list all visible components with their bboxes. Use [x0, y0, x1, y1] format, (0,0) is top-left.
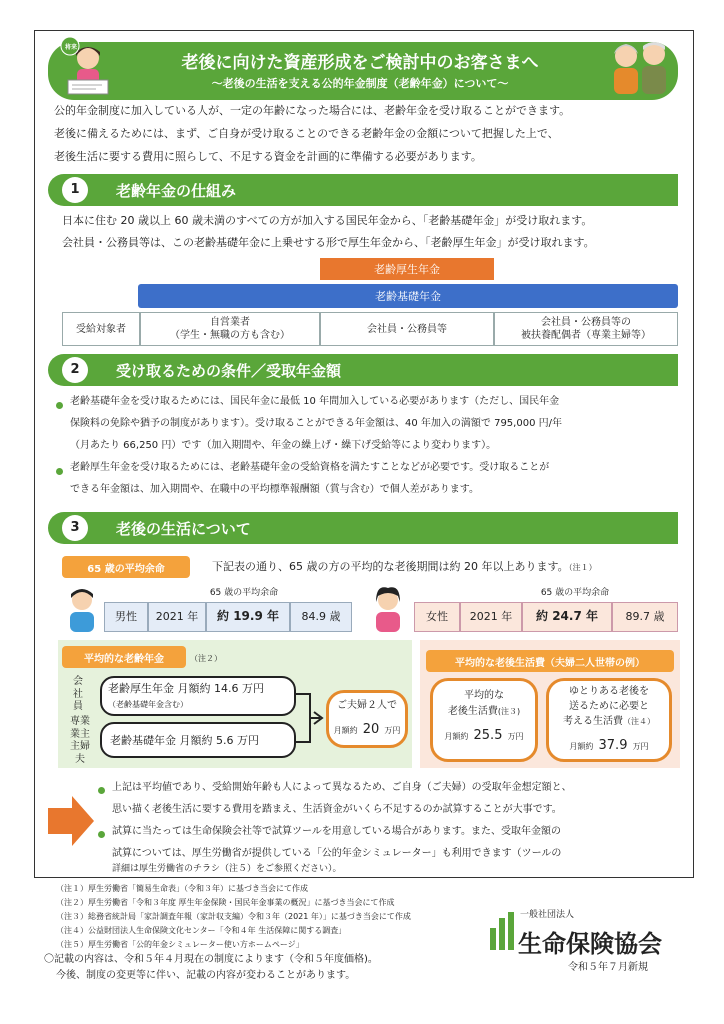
bullet-dot — [98, 787, 105, 794]
recipient-header-cell: 受給対象者 — [62, 312, 140, 346]
issue-date: 令和５年７月新規 — [568, 962, 648, 973]
average-living-amount: 月額約 25.5 万円 — [444, 728, 524, 743]
female-year-cell: 2021 年 — [460, 602, 522, 632]
future-badge: 将来 — [64, 44, 77, 51]
bullet-dot — [98, 831, 105, 838]
association-name: 生命保険協会 — [518, 930, 662, 958]
man-icon — [62, 586, 102, 634]
footnote-4: （注４）公益財団法人生命保険文化センター「令和４年 生活保障に関する調査」 — [56, 926, 347, 935]
comfortable-living-amount: 月額約 37.9 万円 — [569, 738, 649, 753]
living-cost-tag: 平均的な老後生活費（夫婦二人世帯の例） — [426, 650, 674, 672]
intro-line-2: 老後に備えるためには、まず、ご自身が受け取ることのできる老齢年金の金額について把握した上で、 — [54, 127, 559, 140]
female-table-caption: 65 歳の平均余命 — [540, 588, 610, 598]
self-employed-line-2: （学生・無職の方も含む） — [170, 330, 290, 341]
orange-arrow-icon — [48, 796, 94, 846]
female-years-cell: 約 24.7 年 — [522, 602, 612, 632]
self-employed-cell — [140, 312, 320, 346]
section-3-title: 老後の生活について — [116, 520, 251, 538]
disclaimer-line-1: 〇記載の内容は、令和５年４月現在の制度によります（令和５年度価格)。 — [44, 954, 378, 965]
section-3-bullet-2-line-1: 試算に当たっては生命保険会社等で試算ツールを用意している場合があります。また、受取年金額の — [112, 826, 561, 837]
bullet-dot — [56, 402, 63, 409]
section-3-bullet-1-line-2: 思い描く老後生活に要する費用を踏まえ、生活資金がいくら不足するのか試算することが大事です。 — [112, 804, 562, 815]
woman-icon — [368, 586, 408, 634]
life-expectancy-tag: 65 歳の平均余命 — [62, 556, 190, 578]
average-pension-tag: 平均的な老齢年金 — [62, 646, 186, 668]
male-sex-cell: 男性 — [104, 602, 148, 632]
male-year-cell: 2021 年 — [148, 602, 206, 632]
kiso-nenkin-bar: 老齢基礎年金 — [138, 284, 678, 308]
intro-line-3: 老後生活に要する費用に照らして、不足する資金を計画的に準備する必要があります。 — [54, 150, 482, 163]
bullet-dot — [56, 468, 63, 475]
pension-note: （注２） — [190, 654, 222, 663]
section-2-bullet-2-line-2: できる年金額は、加入期間や、在職中の平均標準報酬額（賞与含む）で個人差があります。 — [70, 484, 479, 495]
comfortable-living-line-2: 送るために必要と — [569, 701, 649, 712]
footnote-5: （注５）厚生労働省「公的年金シミュレーター使い方ホームページ」 — [56, 940, 304, 949]
section-2-bullet-1-line-1: 老齢基礎年金を受け取るためには、国民年金に最低 10 年間加入している必要があります（ただし、国民年金 — [70, 396, 560, 407]
disclaimer-line-2: 今後、制度の変更等に伴い、記載の内容が変わることがあります。 — [56, 970, 356, 981]
section-3-number: 3 — [62, 515, 88, 541]
dependent-spouse-line-2: 被扶養配偶者（専業主婦等） — [521, 330, 651, 341]
couple-total-title: ご夫婦２人で — [337, 700, 397, 711]
association-org-type: 一般社団法人 — [520, 910, 575, 920]
footnote-3: （注３）総務省統計局「家計調査年報（家計収支編）令和３年（2021 年）」に基づき当会にて作成 — [56, 912, 411, 921]
dependent-spouse-line-1: 会社員・公務員等の — [541, 317, 631, 328]
section-2-bullet-1-line-2: 保険料の免除や猶予の制度があります）。受け取ることができる年金額は、40 年加入の満額で 795,000 円/年 — [70, 418, 562, 429]
male-table-caption: 65 歳の平均余命 — [209, 588, 279, 598]
comfortable-living-line-3: 考える生活費（注４） — [563, 716, 655, 727]
dependent-spouse-cell — [494, 312, 678, 346]
female-sex-cell: 女性 — [414, 602, 460, 632]
intro-line-1: 公的年金制度に加入している人が、一定の年齢になった場合には、老齢年金を受け取ることができます。 — [54, 104, 571, 117]
page-title: 老後に向けた資産形成をご検討中のお客さまへ — [181, 53, 539, 73]
kiso-monthly-text: 老齢基礎年金 月額約 5.6 万円 — [110, 734, 259, 747]
employee-cell: 会社員・公務員等 — [320, 312, 494, 346]
life-expectancy-text: 下記表の通り、65 歳の方の平均的な老後期間は約 20 年以上あります。（注１） — [212, 560, 597, 573]
kosei-monthly-text: 老齢厚生年金 月額約 14.6 万円 — [108, 682, 264, 695]
couple-total-amount: 月額約 20 万円 — [333, 722, 401, 737]
section-2-bullet-2-line-1: 老齢厚生年金を受け取るためには、老齢基礎年金の受給資格を満たすことなどが必要です。受け取ることが — [70, 462, 550, 473]
section-1-title: 老齢年金の仕組み — [116, 182, 237, 200]
footnote-2: （注２）厚生労働省「令和３年度 厚生年金保険・国民年金事業の概況」に基づき当会にて作成 — [56, 898, 395, 907]
kosei-monthly-subtext: （老齢基礎年金含む） — [108, 700, 188, 709]
self-employed-line-1: 自営業者 — [210, 317, 250, 328]
elderly-couple-icon — [604, 36, 676, 102]
comfortable-living-line-1: ゆとりある老後を — [569, 686, 649, 697]
average-living-line-2: 老後生活費(注３) — [447, 706, 521, 717]
section-2-bullet-1-line-3: （月あたり 66,250 円）です（加入期間や、年金の繰上げ・繰下げ受給等により変わります）。 — [70, 440, 497, 451]
section-3-bullet-2-line-3: 詳細は厚生労働省のチラシ（注５）をご参照ください）。 — [112, 864, 342, 874]
employee-label: 会 社 員 — [73, 676, 83, 712]
footnote-1: （注１）厚生労働省「簡易生命表」（令和３年）に基づき当会にて作成 — [56, 884, 308, 893]
section-3-bullet-2-line-2: 試算については、厚生労働省が提供している「公的年金シミュレーター」も利用できます（ツールの — [112, 848, 562, 859]
male-age-cell: 84.9 歳 — [290, 602, 352, 632]
kosei-nenkin-bar: 老齢厚生年金 — [320, 258, 494, 280]
section-3-bullet-1-line-1: 上記は平均値であり、受給開始年齢も人によって異なるため、ご自身（ご夫婦）の受取年金想定額と、 — [112, 782, 572, 793]
section-1-number: 1 — [62, 177, 88, 203]
female-age-cell: 89.7 歳 — [612, 602, 678, 632]
page-subtitle: ～老後の生活を支える公的年金制度（老齢年金）について～ — [211, 77, 509, 90]
housewife-label: 専業 業主 主婦 夫 — [70, 716, 90, 765]
male-years-cell: 約 19.9 年 — [206, 602, 290, 632]
section-1-text-2: 会社員・公務員等は、この老齢基礎年金に上乗せする形で厚生年金から、「老齢厚生年金」が受け取れます。 — [62, 236, 595, 249]
section-2-number: 2 — [62, 357, 88, 383]
bracket-arrow-icon — [296, 680, 326, 756]
average-living-line-1: 平均的な — [464, 690, 504, 701]
section-2-title: 受け取るための条件／受取年金額 — [116, 362, 342, 380]
association-logo-icon — [488, 912, 518, 952]
section-1-text-1: 日本に住む 20 歳以上 60 歳未満のすべての方が加入する国民年金から、「老齢基礎年金」が受け取れます。 — [62, 214, 593, 227]
